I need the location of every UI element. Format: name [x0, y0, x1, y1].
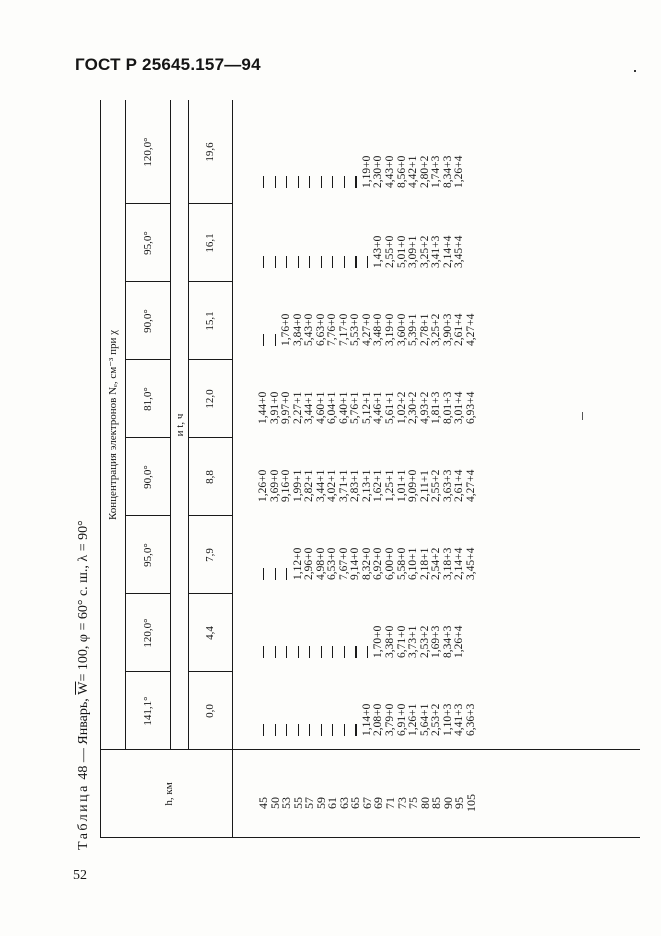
- t-value: 16,1: [204, 233, 216, 253]
- concentration-value: 1,81+3: [430, 391, 443, 424]
- concentration-value: 4,98+0: [314, 547, 327, 580]
- concentration-value: 8,34+3: [441, 625, 454, 658]
- concentration-value: 1,43+0: [372, 235, 385, 268]
- empty-value-dash: [304, 130, 316, 188]
- concentration-value: 1,62+1: [372, 469, 385, 502]
- concentration-value: 2,80+2: [418, 155, 431, 188]
- empty-value-dash: [281, 210, 293, 268]
- concentration-value: 3,48+0: [372, 313, 385, 346]
- concentration-value: 6,10+1: [407, 547, 420, 580]
- concentration-column: [258, 288, 477, 346]
- height-value: 90: [440, 797, 455, 809]
- caption-parameters: = 100, φ = 60° с. ш., λ = 90°: [76, 520, 91, 682]
- height-value: 50: [267, 797, 282, 809]
- header-bottom-rule: [232, 100, 233, 838]
- empty-value-dash: [339, 130, 351, 188]
- concentration-value: 6,71+0: [395, 625, 408, 658]
- caption-w-symbol: $\overline{W}$: [76, 681, 91, 695]
- concentration-value: 2,83+1: [349, 469, 362, 502]
- concentration-value: 5,53+0: [349, 313, 362, 346]
- empty-value-dash: [339, 678, 351, 736]
- concentration-value: 9,14+0: [349, 547, 362, 580]
- empty-value-dash: [350, 678, 362, 736]
- concentration-column: [258, 522, 477, 580]
- concentration-value: 4,93+2: [418, 391, 431, 424]
- rotated-table-page: [70, 100, 650, 860]
- concentration-value: 5,58+0: [395, 547, 408, 580]
- concentration-value: 3,45+4: [453, 235, 466, 268]
- concentration-value: 7,67+0: [337, 547, 350, 580]
- concentration-value: 5,64+1: [418, 703, 431, 736]
- empty-value-dash: [316, 210, 328, 268]
- caption-dash: —: [76, 748, 91, 763]
- empty-value-dash: [293, 210, 305, 268]
- empty-value-dash: [258, 210, 270, 268]
- empty-value-dash: [339, 600, 351, 658]
- concentration-value: 2,55+2: [430, 469, 443, 502]
- concentration-value: 1,14+0: [360, 703, 373, 736]
- concentration-value: 2,61+4: [453, 469, 466, 502]
- concentration-value: 3,01+4: [453, 391, 466, 424]
- concentration-value: 6,00+0: [384, 547, 397, 580]
- height-value: 95: [452, 797, 467, 809]
- concentration-value: 5,76+1: [349, 391, 362, 424]
- concentration-value: 6,36+3: [464, 703, 477, 736]
- concentration-value: 2,13+1: [360, 469, 373, 502]
- t-value: 0,0: [204, 704, 216, 718]
- concentration-value: 3,90+3: [441, 313, 454, 346]
- rule-under-t-label: [188, 100, 189, 750]
- concentration-value: 1,74+3: [430, 155, 443, 188]
- rule-under-chi-row: [170, 100, 171, 750]
- concentration-value: 8,32+0: [360, 547, 373, 580]
- concentration-value: 1,26+4: [453, 625, 466, 658]
- rule-under-concentration-title: [125, 100, 126, 750]
- empty-value-dash: [327, 130, 339, 188]
- height-column-header: h, км: [163, 782, 175, 806]
- empty-value-dash: [258, 678, 270, 736]
- concentration-value: 3,63+3: [441, 469, 454, 502]
- height-value: 61: [325, 797, 340, 809]
- empty-value-dash: [281, 678, 293, 736]
- empty-value-dash: [350, 130, 362, 188]
- concentration-value: 3,45+4: [464, 547, 477, 580]
- concentration-value: 4,42+1: [407, 155, 420, 188]
- height-value: 75: [406, 797, 421, 809]
- empty-value-dash: [327, 678, 339, 736]
- t-value: 19,6: [204, 142, 216, 162]
- concentration-value: 2,55+0: [384, 235, 397, 268]
- concentration-value: 2,30+2: [407, 391, 420, 424]
- concentration-value: 8,34+3: [441, 155, 454, 188]
- concentration-value: 1,26+0: [257, 469, 269, 502]
- concentration-value: 3,25+2: [430, 313, 443, 346]
- concentration-value: 5,12+1: [360, 391, 373, 424]
- document-header: ГОСТ Р 25645.157—94: [75, 55, 261, 74]
- height-value: 59: [313, 797, 328, 809]
- caption-number: 48: [76, 765, 91, 780]
- blank-cell: [466, 600, 478, 658]
- t-value: 15,1: [204, 311, 216, 331]
- concentration-value: 3,60+0: [395, 313, 408, 346]
- empty-value-dash: [304, 678, 316, 736]
- chi-value: 90,0°: [142, 465, 154, 489]
- chi-value: 141,1°: [142, 696, 154, 726]
- concentration-value: 1,10+3: [441, 703, 454, 736]
- concentration-value: 3,25+2: [418, 235, 431, 268]
- empty-value-dash: [270, 600, 282, 658]
- concentration-value: 6,04+1: [326, 391, 339, 424]
- concentration-value: 4,27+4: [464, 313, 477, 346]
- empty-value-dash: [304, 600, 316, 658]
- concentration-column: [258, 366, 477, 424]
- empty-value-dash: [281, 522, 293, 580]
- chi-value: 90,0°: [142, 309, 154, 333]
- concentration-value: 3,38+0: [384, 625, 397, 658]
- concentration-value: 1,12+0: [291, 547, 304, 580]
- empty-value-dash: [350, 600, 362, 658]
- scan-speck: [634, 70, 636, 72]
- empty-value-dash: [293, 600, 305, 658]
- empty-value-dash: [270, 678, 282, 736]
- empty-value-dash: [339, 210, 351, 268]
- concentration-column: [258, 210, 477, 268]
- concentration-value: 2,82+1: [303, 469, 316, 502]
- height-value: 69: [371, 797, 386, 809]
- chi-value: 120,0°: [142, 618, 154, 648]
- concentration-value: 6,53+0: [326, 547, 339, 580]
- concentration-value: 3,84+0: [291, 313, 304, 346]
- concentration-value: 4,27+4: [464, 469, 477, 502]
- concentration-value: 3,41+3: [430, 235, 443, 268]
- concentration-value: 2,30+0: [372, 155, 385, 188]
- empty-value-dash: [362, 210, 374, 268]
- height-value: 85: [429, 797, 444, 809]
- concentration-value: 2,27+1: [291, 391, 304, 424]
- height-value: 67: [359, 797, 374, 809]
- concentration-value: 1,99+1: [291, 469, 304, 502]
- concentration-value: 1,26+1: [407, 703, 420, 736]
- table-caption: [72, 110, 96, 850]
- concentration-value: 2,08+0: [372, 703, 385, 736]
- empty-value-dash: [258, 130, 270, 188]
- table-top-rule: [100, 100, 101, 838]
- t-value: 4,4: [204, 626, 216, 640]
- empty-value-dash: [281, 130, 293, 188]
- empty-value-dash: [258, 600, 270, 658]
- height-values-column: [258, 778, 477, 828]
- caption-month: Январь,: [76, 698, 91, 745]
- concentration-value: 4,02+1: [326, 469, 339, 502]
- concentration-value: 5,39+1: [407, 313, 420, 346]
- concentration-value: 6,93+4: [464, 391, 477, 424]
- concentration-value: 3,91+0: [268, 391, 281, 424]
- concentration-value: 3,71+1: [337, 469, 350, 502]
- chi-value: 95,0°: [142, 231, 154, 255]
- concentration-value: 3,09+1: [407, 235, 420, 268]
- empty-value-dash: [258, 288, 270, 346]
- empty-value-dash: [316, 130, 328, 188]
- concentration-value: 5,01+0: [395, 235, 408, 268]
- concentration-value: 6,63+0: [314, 313, 327, 346]
- concentration-column: [258, 678, 477, 736]
- concentration-value: 2,54+2: [430, 547, 443, 580]
- height-value: 53: [279, 797, 294, 809]
- concentration-value: 6,40+1: [337, 391, 350, 424]
- chi-value: 120,0°: [142, 137, 154, 167]
- concentration-value: 6,92+0: [372, 547, 385, 580]
- height-value: 55: [290, 797, 305, 809]
- concentration-value: 9,97+0: [280, 391, 293, 424]
- concentration-value: 1,02+2: [395, 391, 408, 424]
- empty-value-dash: [316, 600, 328, 658]
- empty-value-dash: [304, 210, 316, 268]
- concentration-value: 1,69+3: [430, 625, 443, 658]
- empty-value-dash: [362, 600, 374, 658]
- chi-value: 81,0°: [142, 387, 154, 411]
- concentration-value: 2,14+4: [453, 547, 466, 580]
- concentration-column: [258, 600, 477, 658]
- t-value: 8,8: [204, 470, 216, 484]
- height-value: 45: [256, 797, 270, 809]
- concentration-value: 6,91+0: [395, 703, 408, 736]
- concentration-value: 1,76+0: [280, 313, 293, 346]
- height-value: 71: [383, 797, 398, 809]
- table-left-rule: [100, 837, 640, 838]
- concentration-value: 3,44+1: [303, 391, 316, 424]
- concentration-value: 4,41+3: [453, 703, 466, 736]
- page-number: 52: [73, 868, 87, 883]
- concentration-value: 1,70+0: [372, 625, 385, 658]
- blank-cell: [466, 210, 478, 268]
- concentration-value: 3,19+0: [384, 313, 397, 346]
- concentration-value: 8,56+0: [395, 155, 408, 188]
- blank-cell: [466, 130, 478, 188]
- empty-value-dash: [316, 678, 328, 736]
- concentration-value: 3,44+1: [314, 469, 327, 502]
- concentration-value: 1,44+0: [257, 391, 269, 424]
- concentration-value: 4,60+1: [314, 391, 327, 424]
- concentration-value: 1,25+1: [384, 469, 397, 502]
- concentration-value: 7,76+0: [326, 313, 339, 346]
- concentration-value: 3,18+3: [441, 547, 454, 580]
- concentration-column: [258, 130, 477, 188]
- concentration-value: 2,53+2: [418, 625, 431, 658]
- concentration-value: 3,79+0: [384, 703, 397, 736]
- concentration-value: 8,01+3: [441, 391, 454, 424]
- concentration-value: 2,61+4: [453, 313, 466, 346]
- concentration-header: Концентрация электронов Nₑ, см⁻³ при χ: [107, 330, 119, 520]
- concentration-column: [258, 444, 477, 502]
- chi-value: 95,0°: [142, 543, 154, 567]
- t-value: 7,9: [204, 548, 216, 562]
- concentration-value: 2,11+1: [418, 470, 431, 502]
- empty-value-dash: [293, 130, 305, 188]
- concentration-value: 5,61+1: [384, 391, 397, 424]
- height-value: 73: [394, 797, 409, 809]
- concentration-value: 2,78+1: [418, 313, 431, 346]
- empty-value-dash: [270, 522, 282, 580]
- concentration-value: 1,26+4: [453, 155, 466, 188]
- empty-value-dash: [350, 210, 362, 268]
- concentration-value: 3,73+1: [407, 625, 420, 658]
- concentration-value: 3,69+0: [268, 469, 281, 502]
- concentration-value: 2,53+2: [430, 703, 443, 736]
- concentration-value: 4,43+0: [384, 155, 397, 188]
- empty-value-dash: [270, 130, 282, 188]
- empty-value-dash: [270, 288, 282, 346]
- concentration-value: 2,18+1: [418, 547, 431, 580]
- empty-value-dash: [270, 210, 282, 268]
- concentration-value: 9,09+0: [407, 469, 420, 502]
- concentration-value: 5,43+0: [303, 313, 316, 346]
- empty-value-dash: [327, 210, 339, 268]
- concentration-value: 2,14+4: [441, 235, 454, 268]
- electron-density-table: [100, 100, 640, 838]
- t-value: 12,0: [204, 389, 216, 409]
- concentration-value: 7,17+0: [337, 313, 350, 346]
- concentration-value: 9,16+0: [280, 469, 293, 502]
- height-value: 63: [336, 797, 351, 809]
- concentration-value: 2,96+0: [303, 547, 316, 580]
- empty-value-dash: [327, 600, 339, 658]
- concentration-value: 4,46+1: [372, 391, 385, 424]
- empty-value-dash: [293, 678, 305, 736]
- height-value: 105: [463, 794, 478, 812]
- height-value: 57: [302, 797, 317, 809]
- empty-value-dash: [281, 600, 293, 658]
- height-value: 65: [348, 797, 363, 809]
- concentration-value: 1,01+1: [395, 469, 408, 502]
- caption-label: Таблица: [76, 783, 91, 850]
- concentration-value: 1,19+0: [360, 155, 373, 188]
- height-value: 80: [417, 797, 432, 809]
- concentration-value: 4,27+0: [360, 313, 373, 346]
- empty-value-dash: [258, 522, 270, 580]
- t-header: и t, ч: [174, 413, 186, 437]
